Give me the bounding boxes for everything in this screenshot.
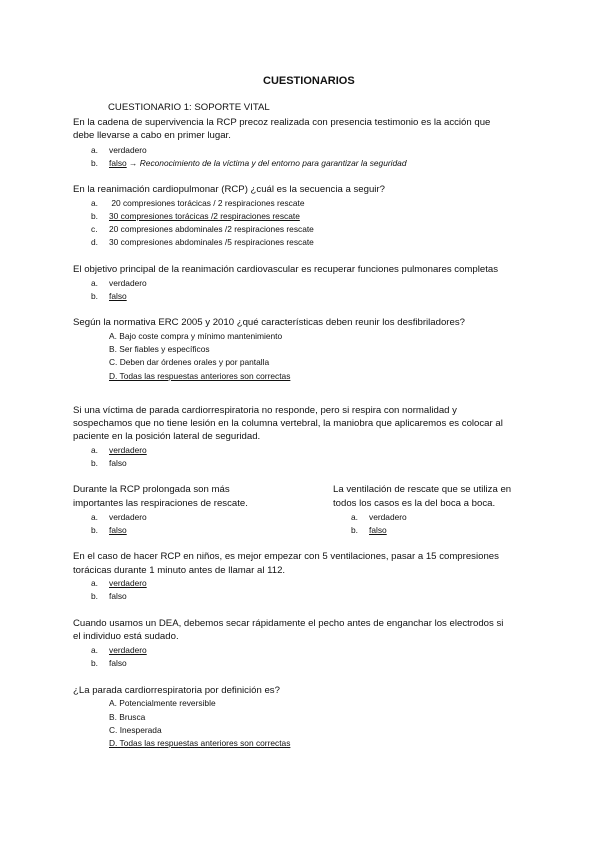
q1-answer: falso bbox=[109, 158, 127, 168]
q9-answer: verdadero bbox=[109, 645, 147, 655]
q10-text-line-1: ¿La parada cardiorrespiratoria por definición es? bbox=[73, 685, 280, 696]
q2-option-a: a. 20 compresiones torácicas / 2 respiraciones rescate bbox=[91, 198, 305, 208]
q3-option-a: a. verdadero bbox=[91, 278, 147, 288]
q6-text-line-2: importantes las respiraciones de rescate. bbox=[73, 498, 248, 509]
q2-option-d: d. 30 compresiones abdominales /5 respiraciones rescate bbox=[91, 237, 314, 247]
q8-text-line-1: En el caso de hacer RCP en niños, es mejor empezar con 5 ventilaciones, pasar a 15 compresiones bbox=[73, 551, 499, 562]
q4-option-d: D. Todas las respuestas anteriores son correctas bbox=[109, 371, 291, 381]
q8-text-line-2: torácicas durante 1 minuto antes de llamar al 112. bbox=[73, 565, 286, 576]
q3-option-b: b. falso bbox=[91, 291, 127, 301]
q3-text-line-1: El objetivo principal de la reanimación cardiovascular es recuperar funciones pulmonares completas bbox=[73, 264, 499, 275]
q6-answer: falso bbox=[109, 525, 127, 535]
q4-option-c: C. Deben dar órdenes orales y por pantalla bbox=[109, 357, 270, 367]
q2-option-c: c. 20 compresiones abdominales /2 respiraciones rescate bbox=[91, 224, 314, 234]
q7-option-b: b. falso bbox=[351, 525, 387, 535]
q4-option-b: B. Ser fiables y específicos bbox=[109, 344, 210, 354]
q1-answer-note: → Reconocimiento de la víctima y del entorno para garantizar la seguridad bbox=[126, 158, 407, 168]
q8-option-b: b. falso bbox=[91, 591, 127, 601]
q9-text-line-2: el individuo está sudado. bbox=[73, 631, 179, 642]
q5-option-a: a. verdadero bbox=[91, 445, 147, 455]
q7-answer: falso bbox=[369, 525, 387, 535]
q9-option-a: a. verdadero bbox=[91, 645, 147, 655]
q1-option-b: b. falso → Reconocimiento de la víctima y del entorno para garantizar la seguridad bbox=[91, 158, 407, 168]
q1-text-line-1: En la cadena de supervivencia la RCP precoz realizada con presencia testimonio es la acción que bbox=[73, 117, 491, 128]
q10-option-d: D. Todas las respuestas anteriores son correctas bbox=[109, 738, 291, 748]
q6-text-line-1: Durante la RCP prolongada son más bbox=[73, 484, 230, 495]
q10-option-a: A. Potencialmente reversible bbox=[109, 698, 216, 708]
q5-text-line-1: Si una víctima de parada cardiorrespiratoria no responde, pero si respira con normalidad y bbox=[73, 405, 457, 416]
section-heading: CUESTIONARIO 1: SOPORTE VITAL bbox=[108, 102, 270, 113]
q5-text-line-3: paciente en la posición lateral de seguridad. bbox=[73, 431, 261, 442]
q4-option-a: A. Bajo coste compra y mínimo mantenimiento bbox=[109, 331, 283, 341]
q5-answer: verdadero bbox=[109, 445, 147, 455]
q7-option-a: a. verdadero bbox=[351, 512, 407, 522]
q6-option-b: b. falso bbox=[91, 525, 127, 535]
q1-text-line-2: debe llevarse a cabo en primer lugar. bbox=[73, 130, 231, 141]
q3-answer: falso bbox=[109, 291, 127, 301]
q9-option-b: b. falso bbox=[91, 658, 127, 668]
q5-option-b: b. falso bbox=[91, 458, 127, 468]
q2-answer: 30 compresiones torácicas /2 respiraciones rescate bbox=[109, 211, 300, 221]
q2-text-line-1: En la reanimación cardiopulmonar (RCP) ¿cuál es la secuencia a seguir? bbox=[73, 184, 385, 195]
q5-text-line-2: sospechamos que no tiene lesión en la columna vertebral, la maniobra que aplicaremos es colocar al bbox=[73, 418, 503, 429]
q8-answer: verdadero bbox=[109, 578, 147, 588]
q7-text-line-1: La ventilación de rescate que se utiliza en bbox=[333, 484, 512, 495]
q10-option-c: C. Inesperada bbox=[109, 725, 162, 735]
page-title: CUESTIONARIOS bbox=[263, 75, 355, 87]
q2-option-b: b. 30 compresiones torácicas /2 respiraciones rescate bbox=[91, 211, 300, 221]
q1-option-a: a. verdadero bbox=[91, 145, 147, 155]
q7-text-line-2: todos los casos es la del boca a boca. bbox=[333, 498, 496, 509]
q8-option-a: a. verdadero bbox=[91, 578, 147, 588]
q4-text-line-1: Según la normativa ERC 2005 y 2010 ¿qué características deben reunir los desfibriladores? bbox=[73, 317, 465, 328]
q10-option-b: B. Brusca bbox=[109, 712, 146, 722]
q9-text-line-1: Cuando usamos un DEA, debemos secar rápidamente el pecho antes de enganchar los electrodos si bbox=[73, 618, 504, 629]
q6-option-a: a. verdadero bbox=[91, 512, 147, 522]
